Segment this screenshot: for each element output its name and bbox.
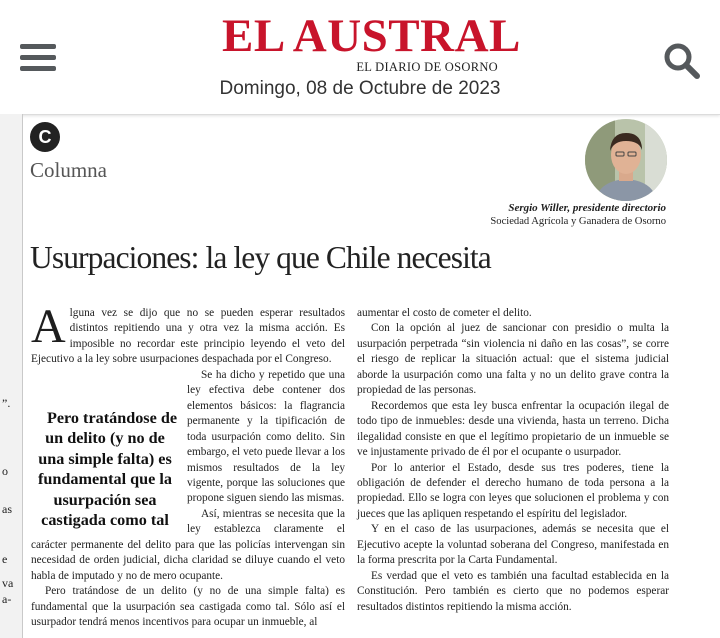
edge-fragment: a- xyxy=(2,592,12,606)
body-paragraph: Pero tratándose de un delito (y no de una simple falta) es fundamental que la usurpación sea castigada como tal. Sólo así el usurpador tendrá menos incentivos para ocupar un inmueble, al xyxy=(31,585,345,629)
logo-title: EL AUSTRAL xyxy=(222,10,521,62)
drop-cap: A xyxy=(31,300,66,353)
author-name: Sergio Willer, presidente directorio xyxy=(508,202,666,214)
body-paragraph: Alguna vez se dijo que no se pueden esperar resultados distintos repitiendo una y otra vez la misma acción. Es imposible no recordar este principio leyendo el veto del Ejecutivo a la ley sobre usurpaciones despachada por el Congreso. xyxy=(31,300,345,366)
body-paragraph: Con la opción al juez de sancionar con presidio o multa la usurpación perpetrada “sin violencia ni daño en las cosas”, se corre el riesgo de replicar la situación actual: que el sistema judicial aborde la usurpación como una falta y no un delito grave contra la propiedad de las personas. xyxy=(357,322,669,397)
body-paragraph: Recordemos que esta ley busca enfrentar la ocupación ilegal de todo tipo de inmuebles: desde una vivienda, hasta un terreno. Dicha ilegalidad consiste en que el legítimo propietario de un inmueble se ve injustamente privado de él por el ocupante o usurpador. xyxy=(357,399,669,459)
body-paragraph: Es verdad que el veto es también una facultad establecida en la Constitución. Pero también es cierto que no podemos esperar resultados distintos repitiendo la misma acción. xyxy=(357,569,669,613)
author-organization: Sociedad Agrícola y Ganadera de Osorno xyxy=(490,216,666,227)
adjacent-page-edge xyxy=(0,114,23,638)
body-paragraph: Así, mientras se necesita que la ley establezca claramente el carácter permanente del delito para que las policías intervengan sin necesidad de orden judicial, dicha claridad se diluye cuando el veto habla de imputado y no de mero ocupante. xyxy=(31,507,345,582)
author-photo xyxy=(585,119,667,201)
hamburger-menu-icon[interactable] xyxy=(20,44,56,74)
edge-fragment: o xyxy=(2,464,8,478)
app-header xyxy=(0,0,720,115)
section-label: Columna xyxy=(30,158,107,182)
newspaper-logo[interactable] xyxy=(222,10,521,74)
edge-fragment: as xyxy=(2,502,12,516)
edge-fragment: e xyxy=(2,552,8,566)
article-column-right xyxy=(357,306,669,615)
article-column-left xyxy=(31,300,345,631)
body-paragraph: Y en el caso de las usurpaciones, además se necesita que el Ejecutivo acepte la voluntad soberana del Congreso, manifestada en la forma prescrita por la Carta Fundamental. xyxy=(357,523,669,567)
edition-date: Domingo, 08 de Octubre de 2023 xyxy=(219,78,501,99)
article-page xyxy=(23,114,720,638)
pull-quote: Pero tratándose de un delito (y no de una simple falta) es fundamental que la usurpación sea castigada como tal xyxy=(37,408,178,530)
body-paragraph: Pero tratándose de un delito (y no de una simple falta) es fundamental que la usurpación sea castigada como tal Se ha dicho y repetido que una ley efectiva debe contener dos elementos básicos: la flagrancia permanente y la tipificación de toda usurpación como delito. Sin embargo, el veto puede llevar a los mismos resultados de la ley vigente, porque las soluciones que propone siguen siendo las mismas. xyxy=(31,368,345,507)
article-headline: Usurpaciones: la ley que Chile necesita xyxy=(30,240,491,275)
logo-subtitle: EL DIARIO DE OSORNO xyxy=(356,60,498,74)
edge-fragment: va xyxy=(2,576,14,590)
edge-fragment: ”. xyxy=(2,396,11,410)
body-paragraph: Por lo anterior el Estado, desde sus tres poderes, tiene la obligación de defender el derecho humano de toda persona a la propiedad. Ello se logra con leyes que solucionen el problema y con jueces que las apliquen respetando el espíritu del legislador. xyxy=(357,461,669,520)
column-badge: C xyxy=(30,122,60,152)
body-paragraph: aumentar el costo de cometer el delito. xyxy=(357,307,532,319)
search-icon[interactable] xyxy=(662,42,702,82)
